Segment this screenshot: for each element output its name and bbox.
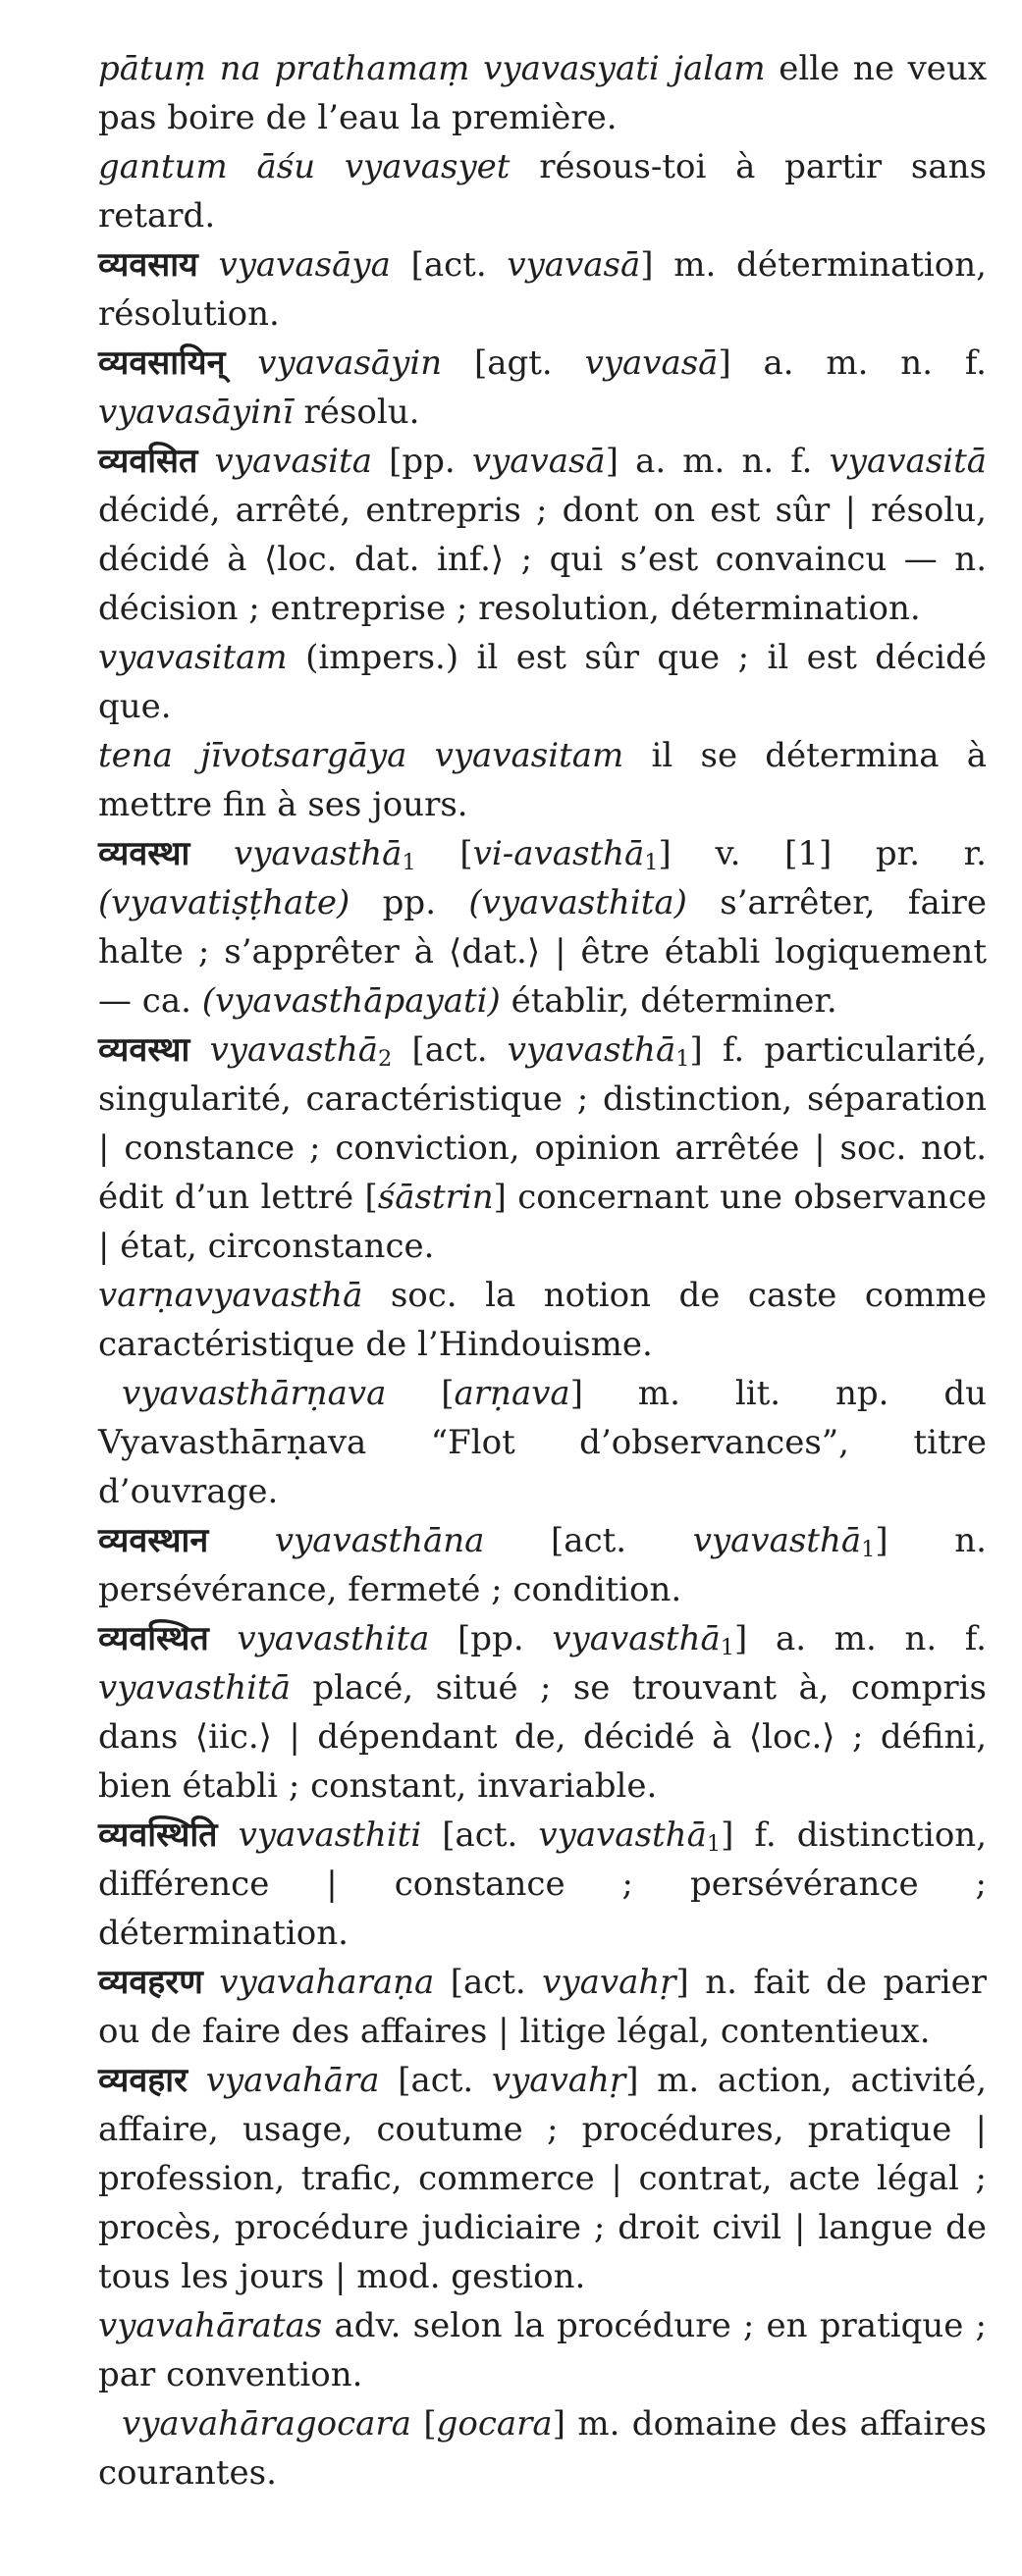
italic-term: vyavasthā [507,1030,676,1070]
italic-term: vyavasāyin [257,343,443,383]
italic-term: śāstrin [377,1178,494,1217]
entry-text: ] m. détermination, résolution. [98,245,987,334]
dictionary-entry [98,437,987,633]
dictionary-entry [98,2399,987,2497]
entry-text [203,1963,219,2002]
homonym-index: 1 [861,1536,876,1562]
dictionary-entry [98,1369,987,1516]
italic-term: pātuṃ na prathamaṃ vyavasyati jalam [98,49,766,88]
dictionary-entry [98,2301,987,2399]
entry-text: [act. [392,1030,508,1070]
headword-devanagari: व्यवस्था [98,834,190,873]
italic-term: vyavasita [214,442,372,481]
italic-term: vi-avasthā [472,834,645,873]
headword-devanagari: व्यवस्था [98,1030,190,1070]
entry-text [218,1815,239,1855]
homonym-index: 2 [378,1045,393,1072]
italic-term: vyavasthiti [238,1815,422,1855]
dictionary-entry [98,142,987,240]
entry-text: ] f. distinction, différence | constance ; persévérance ; détermination. [98,1815,988,1953]
entry-text [189,834,234,873]
dictionary-entry [98,1614,987,1811]
entry-text: ] v. [1] pr. r. [658,834,987,873]
homonym-index: 1 [644,849,659,875]
headword-devanagari: व्यवसित [98,442,198,481]
entry-text: ] a. m. n. f. [734,1619,987,1658]
entry-text: [act. [434,1963,543,2002]
italic-term: vyavasā [507,245,641,285]
dictionary-entry [98,240,987,339]
dictionary-entry [98,731,987,829]
italic-term: vyavaharaṇa [219,1963,435,2002]
dictionary-entry [98,1516,987,1614]
entry-text: ] f. particularité, singularité, caractéristique ; distinction, séparation | constance ; conviction, opinion arrêtée | soc. not. édit d’un lettré [ [98,1030,988,1217]
dictionary-entry [98,1811,987,1958]
headword-devanagari: व्यवस्थिति [98,1815,218,1855]
italic-term: vyavasāyinī [98,393,294,432]
italic-term: vyavasthā [234,834,403,873]
entry-text [189,1030,209,1070]
headword-devanagari: व्यवसायिन् [98,343,226,383]
homonym-index: 1 [720,1634,735,1660]
entry-text: il se détermina à mettre fin à ses jours. [98,736,987,824]
entry-text: [ [415,834,473,873]
italic-term: gantum āśu vyavasyet [98,147,511,186]
entry-text: [agt. [442,343,585,383]
italic-term: vyavasthā [692,1521,862,1560]
italic-term: (vyavasthita) [468,883,687,922]
entry-text: elle ne veux pas boire de l’eau la première. [98,49,987,137]
italic-term: vyavasthā [538,1815,707,1855]
entry-text: établir, déterminer. [500,981,837,1021]
entry-text: ] a. m. n. f. [718,343,987,383]
entry-text: adv. selon la procédure ; en pratique ; par convention. [98,2306,987,2394]
italic-term: vyavasthita [237,1619,430,1658]
entry-text [198,245,219,285]
headword-devanagari: व्यवस्थान [98,1521,209,1560]
entry-text [208,1521,275,1560]
entry-text: ] concernant une observance | état, circonstance. [98,1178,987,1266]
italic-term: tena jīvotsargāya vyavasitam [98,736,624,775]
dictionary-entry [98,2056,987,2301]
dictionary-entry [98,44,987,142]
homonym-index: 1 [402,849,416,875]
italic-term: vyavasitam [98,638,288,677]
entry-text: ] m. lit. np. du Vyavasthārṇava “Flot d’observances”, titre d’ouvrage. [98,1374,987,1511]
entry-text: résolu. [293,393,420,432]
homonym-index: 1 [706,1830,722,1857]
dictionary-entry [98,1271,987,1369]
headword-devanagari: व्यवस्थित [98,1619,209,1658]
entry-text: pp. [350,883,469,922]
italic-term: vyavahāragocara [122,2404,411,2444]
homonym-index: 1 [675,1045,690,1072]
italic-term: vyavahāra [205,2061,380,2100]
entry-text: ] n. fait de parier ou de faire des affaires | litige légal, contentieux. [98,1963,987,2051]
italic-term: vyavahāratas [98,2306,323,2345]
entry-text: [ [386,1374,455,1413]
entry-text: [act. [421,1815,539,1855]
entry-text [188,2061,206,2100]
italic-term: vyavasthā [552,1619,721,1658]
entry-text: placé, situé ; se trouvant à, compris dans ⟨iic.⟩ | dépendant de, décidé à ⟨loc.⟩ ; défini, bien établi ; constant, invariable. [98,1668,987,1806]
dictionary-entry [98,829,987,1025]
italic-term: (vyavasthāpayati) [201,981,501,1021]
entry-text: [act. [390,245,508,285]
dictionary-entry [98,339,987,437]
italic-term: vyavahṛ [542,1963,676,2002]
italic-term: vyavasitā [829,442,987,481]
dictionary-page [98,44,987,2497]
entry-text: ] m. action, activité, affaire, usage, coutume ; procédures, pratique | profession, trafic, commerce | contrat, acte légal ; procès, procédure judiciaire ; droit civil | langue de tous les jours | mod. gestion. [98,2061,988,2296]
italic-term: gocara [436,2404,553,2444]
entry-text: ] a. m. n. f. [605,442,830,481]
headword-devanagari: व्यवहार [98,2061,188,2100]
entry-text: [act. [484,1521,693,1560]
entry-text: décidé, arrêté, entrepris ; dont on est sûr | résolu, décidé à ⟨loc. dat. inf.⟩ ; qui s’est convaincu — n. décision ; entreprise ; resolution, détermination. [98,491,987,628]
italic-term: vyavasāya [218,245,391,285]
entry-text: ] m. domaine des affaires courantes. [98,2404,987,2493]
entry-text: [pp. [429,1619,553,1658]
italic-term: vyavasthitā [98,1668,291,1708]
italic-term: vyavasā [471,442,606,481]
italic-term: vyavahṛ [491,2061,626,2100]
entry-text: s’arrêter, faire halte ; s’apprêter à ⟨dat.⟩ | être établi logiquement — ca. [98,883,987,1021]
entry-text: (impers.) il est sûr que ; il est décidé que. [98,638,987,726]
dictionary-entry [98,633,987,731]
italic-term: (vyavatiṣṭhate) [98,883,350,922]
italic-term: vyavasthārṇava [122,1374,387,1413]
entry-text: [act. [379,2061,492,2100]
entry-text: soc. la notion de caste comme caractéristique de l’Hindouisme. [98,1276,987,1364]
dictionary-entry [98,1025,987,1271]
entry-text [209,1619,238,1658]
italic-term: vyavasthāna [274,1521,485,1560]
italic-term: varṇavyavasthā [98,1276,363,1315]
entry-text [197,442,214,481]
entry-text: résous-toi à partir sans retard. [98,147,987,236]
entry-text [225,343,257,383]
headword-devanagari: व्यवसाय [98,245,198,285]
entry-text: ] n. persévérance, fermeté ; condition. [98,1521,987,1609]
italic-term: vyavasā [584,343,719,383]
dictionary-entry [98,1958,987,2056]
italic-term: arṇava [454,1374,570,1413]
headword-devanagari: व्यवहरण [98,1963,203,2002]
italic-term: vyavasthā [209,1030,379,1070]
entry-text: [ [410,2404,437,2444]
entry-text: [pp. [371,442,472,481]
